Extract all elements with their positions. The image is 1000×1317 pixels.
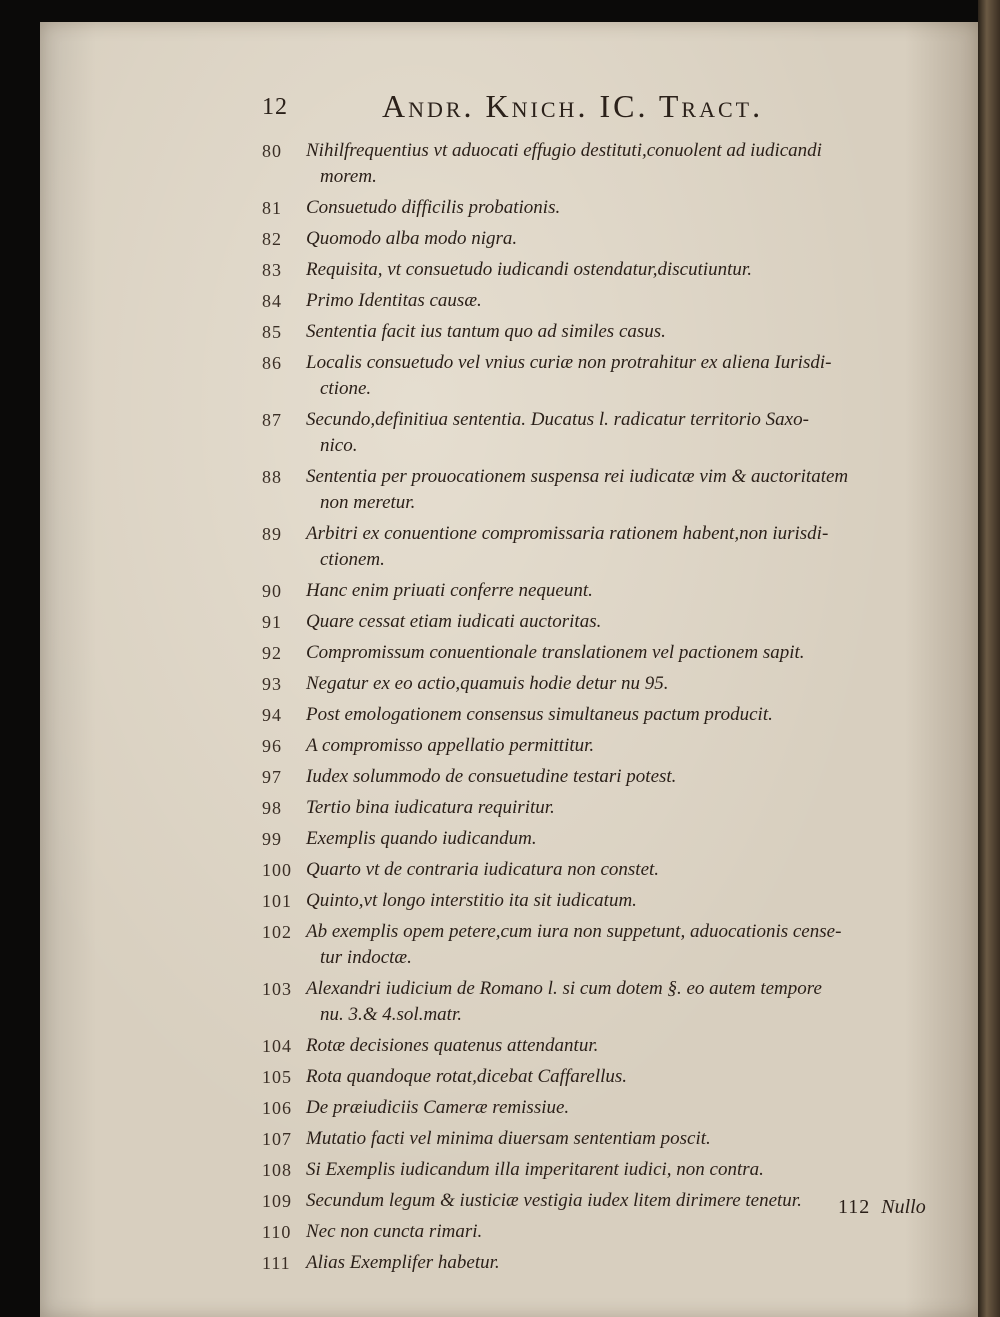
entry-line: Quarto vt de contraria iudicatura non constet. (306, 859, 660, 880)
page-number: 12 (262, 94, 288, 120)
entry-text (306, 464, 952, 516)
list-item (262, 919, 952, 971)
entry-text (306, 795, 952, 821)
entry-number: 84 (262, 291, 282, 311)
book-edge (978, 0, 1000, 1317)
entry-number: 91 (262, 612, 282, 632)
entry-line: Nec non cuncta rimari. (306, 1221, 483, 1242)
entry-text (306, 1126, 952, 1152)
entry-line: Ab exemplis opem petere,cum iura non suppetunt, aduocationis cense- (306, 921, 842, 942)
entry-number: 105 (262, 1067, 292, 1087)
entry-continuation-line: nico. (320, 435, 358, 456)
entry-number: 80 (262, 141, 282, 161)
list-item (262, 733, 952, 759)
entry-line: Primo Identitas causæ. (306, 290, 482, 311)
list-item (262, 609, 952, 635)
list-item (262, 407, 952, 459)
list-item (262, 138, 952, 190)
list-item (262, 464, 952, 516)
list-item (262, 319, 952, 345)
entry-continuation-line: nu. 3.& 4.sol.matr. (320, 1004, 462, 1025)
list-item (262, 640, 952, 666)
entry-text (306, 350, 952, 402)
entry-line: Si Exemplis iudicandum illa imperitarent iudici, non contra. (306, 1159, 764, 1180)
entry-line: Post emologationem consensus simultaneus pactum producit. (306, 704, 773, 725)
entry-line: Rota quandoque rotat,dicebat Caffarellus. (306, 1066, 628, 1087)
entry-text (306, 919, 952, 971)
entry-line: Alexandri iudicium de Romano l. si cum dotem §. eo autem tempore (306, 978, 822, 999)
list-item (262, 826, 952, 852)
list-item (262, 578, 952, 604)
entry-text (306, 407, 952, 459)
entry-number: 101 (262, 891, 292, 911)
entry-line: Compromissum conuentionale translationem vel pactionem sapit. (306, 642, 805, 663)
entry-number: 83 (262, 260, 282, 280)
entry-number: 98 (262, 798, 282, 818)
entry-line: Mutatio facti vel minima diuersam sententiam poscit. (306, 1128, 711, 1149)
list-item (262, 702, 952, 728)
entry-number: 90 (262, 581, 282, 601)
entry-line: Quomodo alba modo nigra. (306, 228, 518, 249)
entry-text (306, 1095, 952, 1121)
entry-continuation-line: ctione. (320, 378, 372, 399)
entry-number: 102 (262, 922, 292, 942)
entry-number: 96 (262, 736, 282, 756)
entry-continuation-line: morem. (320, 166, 377, 187)
entry-text (306, 319, 952, 345)
entry-line: Sententia per prouocationem suspensa rei iudicatæ vim & auctoritatem (306, 466, 849, 487)
entry-number: 86 (262, 353, 282, 373)
entry-line: Quare cessat etiam iudicati auctoritas. (306, 611, 602, 632)
entry-number: 93 (262, 674, 282, 694)
list-item (262, 795, 952, 821)
entry-number: 85 (262, 322, 282, 342)
entry-continuation-line: tur indoctæ. (320, 947, 412, 968)
entry-line: Nihilfrequentius vt aduocati effugio destituti,conuolent ad iudicandi (306, 140, 822, 161)
page-header (262, 88, 862, 128)
entry-line: Exemplis quando iudicandum. (306, 828, 537, 849)
list-item (262, 1126, 952, 1152)
entry-number: 97 (262, 767, 282, 787)
entry-line: Negatur ex eo actio,quamuis hodie detur nu 95. (306, 673, 669, 694)
entry-number: 100 (262, 860, 292, 880)
entry-text (306, 640, 952, 666)
entry-number: 106 (262, 1098, 292, 1118)
entry-line: Iudex solummodo de consuetudine testari potest. (306, 766, 677, 787)
entry-number: 88 (262, 467, 282, 487)
entry-text (306, 826, 952, 852)
entry-text (306, 257, 952, 283)
entry-text (306, 1250, 952, 1276)
entry-line: A compromisso appellatio permittitur. (306, 735, 595, 756)
list-item (262, 857, 952, 883)
entry-text (306, 702, 952, 728)
entry-line: Localis consuetudo vel vnius curiæ non protrahitur ex aliena Iurisdi- (306, 352, 832, 373)
list-item (262, 350, 952, 402)
list-item (262, 764, 952, 790)
entry-line: Secundum legum & iusticiæ vestigia iudex litem dirimere tenetur. (306, 1190, 802, 1211)
list-item (262, 1250, 952, 1276)
entry-number: 99 (262, 829, 282, 849)
entry-text (306, 138, 952, 190)
entry-number: 104 (262, 1036, 292, 1056)
running-title: Andr. Knich. IC. Tract. (382, 88, 764, 124)
entry-text (306, 764, 952, 790)
summary-list (262, 138, 952, 1281)
entry-text (306, 1157, 952, 1183)
list-item (262, 1064, 952, 1090)
entry-text (306, 976, 952, 1028)
list-item (262, 976, 952, 1028)
catchword (838, 1196, 926, 1219)
entry-line: Tertio bina iudicatura requiritur. (306, 797, 555, 818)
list-item (262, 888, 952, 914)
entry-line: Secundo,definitiua sententia. Ducatus l. radicatur territorio Saxo- (306, 409, 809, 430)
entry-text (306, 888, 952, 914)
list-item (262, 1157, 952, 1183)
entry-text (306, 226, 952, 252)
entry-line: Hanc enim priuati conferre nequeunt. (306, 580, 593, 601)
catchword-number: 112 (838, 1196, 871, 1218)
entry-text (306, 195, 952, 221)
entry-text (306, 671, 952, 697)
entry-text (306, 288, 952, 314)
entry-continuation-line: non meretur. (320, 492, 416, 513)
entry-number: 111 (262, 1253, 291, 1273)
entry-line: Requisita, vt consuetudo iudicandi ostendatur,discutiuntur. (306, 259, 752, 280)
entry-line: Arbitri ex conuentione compromissaria rationem habent,non iurisdi- (306, 523, 829, 544)
list-item (262, 195, 952, 221)
entry-number: 82 (262, 229, 282, 249)
entry-number: 109 (262, 1191, 292, 1211)
entry-line: De præiudiciis Cameræ remissiue. (306, 1097, 570, 1118)
entry-text (306, 1033, 952, 1059)
entry-text (306, 578, 952, 604)
entry-text (306, 609, 952, 635)
entry-number: 89 (262, 524, 282, 544)
entry-number: 81 (262, 198, 282, 218)
entry-number: 87 (262, 410, 282, 430)
entry-number: 94 (262, 705, 282, 725)
entry-number: 110 (262, 1222, 292, 1242)
entry-text (306, 1219, 952, 1245)
entry-number: 108 (262, 1160, 292, 1180)
entry-text (306, 1064, 952, 1090)
entry-line: Rotæ decisiones quatenus attendantur. (306, 1035, 599, 1056)
entry-line: Consuetudo difficilis probationis. (306, 197, 561, 218)
list-item (262, 1033, 952, 1059)
entry-number: 107 (262, 1129, 292, 1149)
list-item (262, 1219, 952, 1245)
entry-continuation-line: ctionem. (320, 549, 385, 570)
list-item (262, 226, 952, 252)
list-item (262, 671, 952, 697)
entry-text (306, 857, 952, 883)
list-item (262, 521, 952, 573)
entry-line: Quinto,vt longo interstitio ita sit iudicatum. (306, 890, 637, 911)
catchword-text: Nullo (881, 1196, 926, 1218)
entry-text (306, 521, 952, 573)
entry-number: 103 (262, 979, 292, 999)
list-item (262, 288, 952, 314)
entry-text (306, 733, 952, 759)
entry-line: Alias Exemplifer habetur. (306, 1252, 500, 1273)
list-item (262, 1095, 952, 1121)
entry-number: 92 (262, 643, 282, 663)
list-item (262, 257, 952, 283)
entry-line: Sententia facit ius tantum quo ad similes casus. (306, 321, 666, 342)
